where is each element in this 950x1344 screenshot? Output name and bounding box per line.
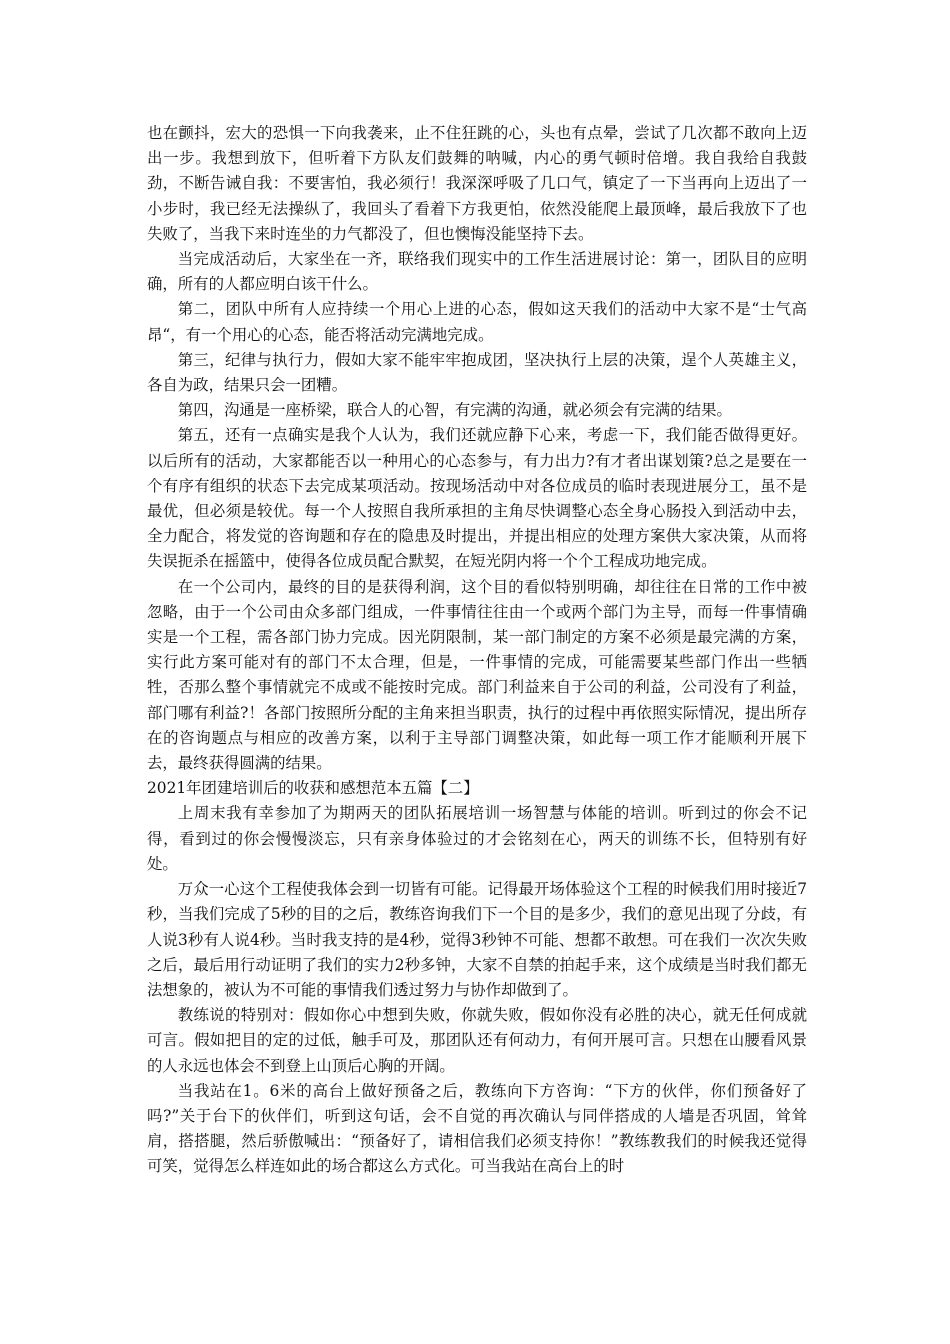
paragraph: 教练说的特别对：假如你心中想到失败，你就失败，假如你没有必胜的决心，就无任何成就可言。假如把目的定的过低，触手可及，那团队还有何动力，有何开展可言。只想在山腰看风景的人永远也体会不到登上山顶后心胸的开阔。 xyxy=(147,1006,807,1075)
paragraph: 万众一心这个工程使我体会到一切皆有可能。记得最开场体验这个工程的时候我们用时接近7秒，当我们完成了5秒的目的之后，教练咨询我们下一个目的是多少，我们的意见出现了分歧，有人说3秒有人说4秒。当时我支持的是4秒，觉得3秒钟不可能、想都不敢想。可在我们一次次失败之后，最后用行动证明了我们的实力2秒多钟，大家不自禁的拍起手来，这个成绩是当时我们都无法想象的，被认为不可能的事情我们透过努力与协作却做到了。 xyxy=(147,880,807,999)
paragraph: 当我站在1。6米的高台上做好预备之后，教练向下方咨询：“下方的伙伴，你们预备好了吗?”关于台下的伙伴们，听到这句话，会不自觉的再次确认与同伴搭成的人墙是否巩固，耸耸肩，搭搭腿，然后骄傲喊出：“预备好了，请相信我们必须支持你！”教练教我们的时候我还觉得可笑，觉得怎么样连如此的场合都这么方式化。可当我站在高台上的时 xyxy=(147,1081,807,1176)
paragraph: 第三，纪律与执行力，假如大家不能牢牢抱成团，坚决执行上层的决策，逞个人英雄主义，各自为政，结果只会一团糟。 xyxy=(147,350,807,395)
paragraph: 上周末我有幸参加了为期两天的团队拓展培训一场智慧与体能的培训。听到过的你会不记得，看到过的你会慢慢淡忘，只有亲身体验过的才会铭刻在心，两天的训练不长，但特别有好处。 xyxy=(147,804,807,873)
section-heading: 2021年团建培训后的收获和感想范本五篇【二】 xyxy=(147,779,479,798)
paragraph: 第五，还有一点确实是我个人认为，我们还就应静下心来，考虑一下，我们能否做得更好。以后所有的活动，大家都能否以一种用心的心态参与，有力出力?有才者出谋划策?总之是要在一个有序有组织的状态下去完成某项活动。按现场活动中对各位成员的临时表现进展分工，虽不是最优，但必须是较优。每一个人按照自我所承担的主角尽快调整心态全身心肠投入到活动中去，全力配合，将发觉的咨询题和存在的隐患及时提出，并提出相应的处理方案供大家决策，从而将失误扼杀在摇篮中，使得各位成员配合默契，在短光阴内将一个个工程成功地完成。 xyxy=(147,426,807,571)
paragraph: 在一个公司内，最终的目的是获得利润，这个目的看似特别明确，却往往在日常的工作中被忽略，由于一个公司由众多部门组成，一件事情往往由一个或两个部门为主导，而每一件事情确实是一个工程，需各部门协力完成。因光阴限制，某一部门制定的方案不必须是最完满的方案，实行此方案可能对有的部门不太合理，但是，一件事情的完成，可能需要某些部门作出一些牺牲，否那么整个事情就完不成或不能按时完成。部门利益来自于公司的利益，公司没有了利益，部门哪有利益?！各部门按照所分配的主角来担当职责，执行的过程中再依照实际情况，提出所存在的咨询题点与相应的改善方案，以利于主导部门调整决策，如此每一项工作才能顺利开展下去，最终获得圆满的结果。 xyxy=(147,577,807,773)
paragraph: 第四，沟通是一座桥梁，联合人的心智，有完满的沟通，就必须会有完满的结果。 xyxy=(177,401,732,420)
paragraph: 也在颤抖，宏大的恐惧一下向我袭来，止不住狂跳的心，头也有点晕，尝试了几次都不敢向上迈出一步。我想到放下，但听着下方队友们鼓舞的呐喊，内心的勇气顿时倍增。我自我给自我鼓劲，不断告诫自我：不要害怕，我必须行！我深深呼吸了几口气，镇定了一下当再向上迈出了一小步时，我已经无法操纵了，我回头了看着下方我更怕，依然没能爬上最顶峰，最后我放下了也失败了，当我下来时连坐的力气都没了，但也懊悔没能坚持下去。 xyxy=(147,124,807,243)
paragraph: 当完成活动后，大家坐在一齐，联络我们现实中的工作生活进展讨论：第一，团队目的应明确，所有的人都应明白该干什么。 xyxy=(147,250,807,294)
paragraph: 第二，团队中所有人应持续一个用心上进的心态，假如这天我们的活动中大家不是“士气高昂“，有一个用心的心态，能否将活动完满地完成。 xyxy=(147,300,807,344)
document-page xyxy=(147,121,807,1180)
